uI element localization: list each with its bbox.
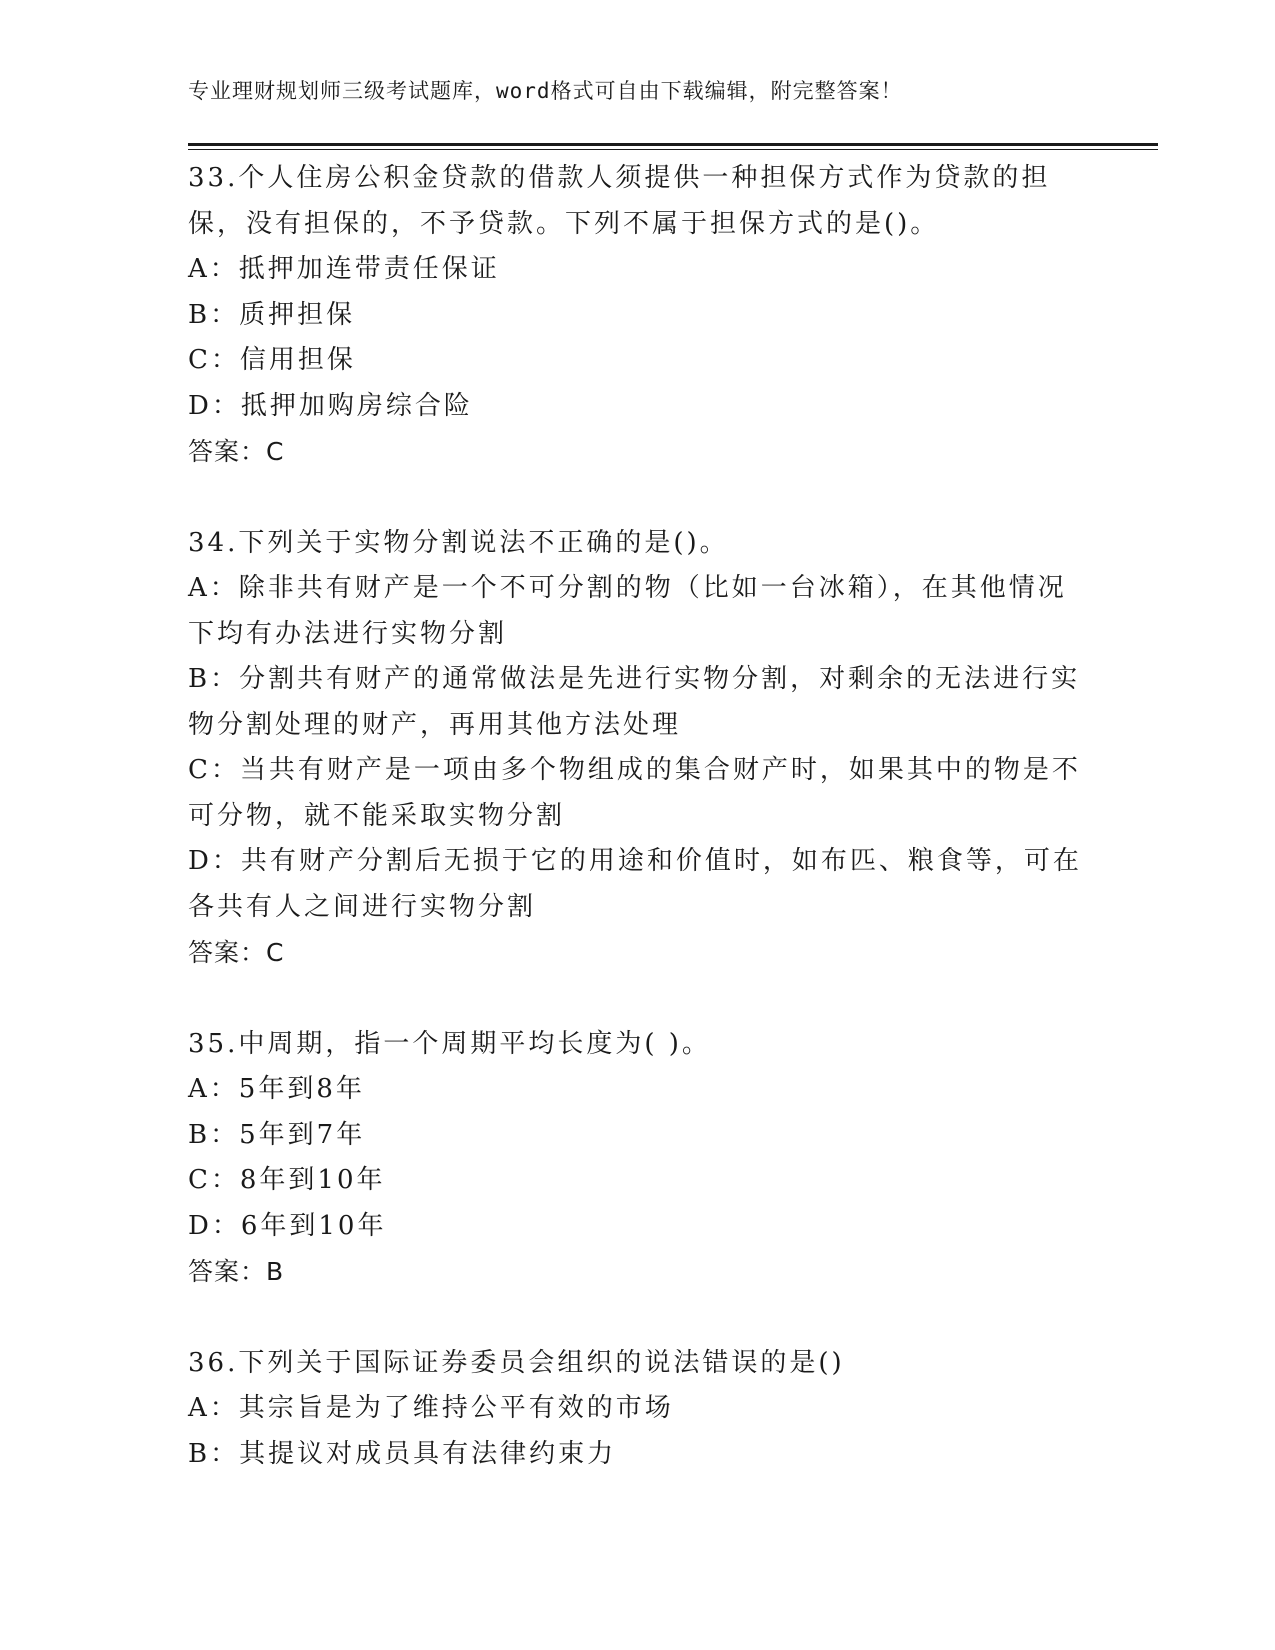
option-b: B：质押担保	[188, 299, 356, 330]
question-36	[188, 1341, 1088, 1478]
question-spacer	[188, 475, 1088, 521]
option-c: C：信用担保	[188, 345, 356, 375]
question-spacer	[188, 1295, 1088, 1341]
option-d: D：抵押加购房综合险	[188, 390, 473, 421]
answer-label: 答案：C	[188, 938, 285, 967]
page-header: 专业理财规划师三级考试题库，word格式可自由下载编辑，附完整答案！	[188, 79, 903, 103]
option-a: A：抵押加连带责任保证	[188, 254, 500, 284]
question-list	[188, 156, 1088, 1477]
option-d: D：6年到10年	[188, 1210, 387, 1241]
header-rule-thin	[188, 149, 1158, 150]
header-rule-thick	[188, 143, 1158, 146]
option-c: C：8年到10年	[188, 1165, 386, 1195]
option-b: B：5年到7年	[188, 1119, 366, 1150]
question-35	[188, 1022, 1088, 1295]
answer-label: 答案：C	[188, 437, 285, 466]
option-d: D：共有财产分割后无损于它的用途和价值时，如布匹、粮食等，可在各共有人之间进行实物分割	[188, 846, 1082, 922]
question-stem: 36.下列关于国际证券委员会组织的说法错误的是()	[188, 1347, 845, 1378]
answer-label: 答案：B	[188, 1257, 285, 1286]
question-stem: 34.下列关于实物分割说法不正确的是()。	[188, 527, 729, 558]
question-stem: 35.中周期，指一个周期平均长度为( )。	[188, 1028, 711, 1059]
question-spacer	[188, 976, 1088, 1022]
option-a: A：除非共有财产是一个不可分割的物（比如一台冰箱），在其他情况下均有办法进行实物分割	[188, 573, 1067, 649]
question-33	[188, 156, 1088, 475]
question-stem: 33.个人住房公积金贷款的借款人须提供一种担保方式作为贷款的担保，没有担保的，不予贷款。下列不属于担保方式的是()。	[188, 163, 1051, 239]
option-a: A：其宗旨是为了维持公平有效的市场	[188, 1393, 674, 1423]
option-a: A：5年到8年	[188, 1074, 365, 1104]
option-c: C：当共有财产是一项由多个物组成的集合财产时，如果其中的物是不可分物，就不能采取实物分割	[188, 755, 1081, 831]
option-b: B：分割共有财产的通常做法是先进行实物分割，对剩余的无法进行实物分割处理的财产，再用其他方法处理	[188, 664, 1081, 740]
question-34	[188, 521, 1088, 976]
option-b: B：其提议对成员具有法律约束力	[188, 1438, 617, 1469]
